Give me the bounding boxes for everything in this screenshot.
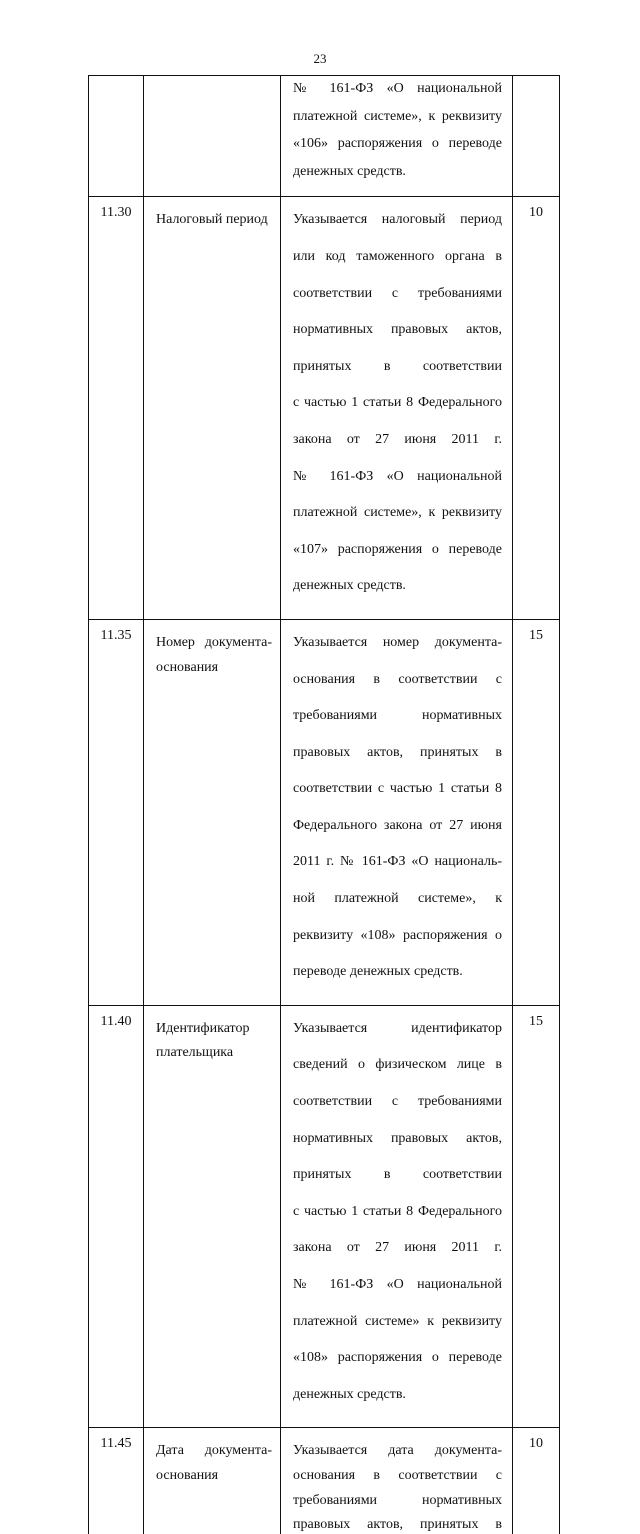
requisite-description-line: платежной системе», к реквизиту bbox=[293, 505, 502, 521]
requisite-description bbox=[281, 1006, 512, 1428]
requisites-table bbox=[88, 75, 560, 1534]
requisite-name-cell bbox=[144, 619, 281, 1005]
requisite-description bbox=[281, 197, 512, 619]
row-number-cell bbox=[89, 1428, 144, 1534]
requisite-description-line: с частью 1 статьи 8 Федерального bbox=[293, 1203, 502, 1219]
table-row bbox=[89, 197, 560, 620]
table-row bbox=[89, 1005, 560, 1428]
field-length-cell bbox=[513, 197, 560, 620]
requisite-name-line: Дата документа- bbox=[156, 1443, 272, 1459]
row-number-cell bbox=[89, 619, 144, 1005]
requisite-name-cell bbox=[144, 197, 281, 620]
requisite-description-line: «108» распоряжения о переводе bbox=[293, 1350, 502, 1366]
requisite-name bbox=[144, 1006, 280, 1062]
requisite-description-line: № 161-ФЗ «О национальной bbox=[293, 1277, 502, 1292]
requisite-description-cell bbox=[281, 1428, 513, 1534]
row-number-cell bbox=[89, 76, 144, 197]
requisite-description-line: платежной системе» к реквизиту bbox=[293, 1313, 502, 1329]
requisite-description-line: № 161-ФЗ «О национальной bbox=[293, 468, 502, 484]
requisite-description-line: закона от 27 июня 2011 г. bbox=[293, 1240, 502, 1256]
requisite-description-cell bbox=[281, 1005, 513, 1428]
requisite-description-line: Указывается дата документа- bbox=[293, 1443, 502, 1459]
requisite-description-line: соответствии с требованиями bbox=[293, 285, 502, 301]
requisite-description-line: с частью 1 статьи 8 Федерального bbox=[293, 395, 502, 411]
table-row bbox=[89, 76, 560, 197]
requisite-name-cell bbox=[144, 1005, 281, 1428]
requisite-description-line: Федерального закона от 27 июня bbox=[293, 817, 502, 833]
requisite-name-cell bbox=[144, 76, 281, 197]
row-number-cell bbox=[89, 197, 144, 620]
requisite-description-line: переводе денежных средств. bbox=[293, 964, 463, 980]
requisite-description-line: нормативных правовых актов, bbox=[293, 1130, 502, 1146]
requisite-description bbox=[281, 76, 512, 196]
requisite-description-line: нормативных правовых актов, bbox=[293, 322, 502, 338]
row-number bbox=[89, 76, 143, 83]
row-number: 11.30 bbox=[100, 205, 132, 221]
requisite-description-line: реквизиту «108» распоряжения о bbox=[293, 927, 502, 943]
requisite-name bbox=[144, 197, 280, 229]
requisite-description-line: сведений о физическом лице в bbox=[293, 1057, 502, 1073]
requisite-description-line: правовых актов, принятых в bbox=[293, 744, 502, 760]
requisite-name-line: основания bbox=[156, 659, 219, 675]
row-number: 11.40 bbox=[100, 1013, 132, 1029]
requisite-description-line: 2011 г. № 161-ФЗ «О националь- bbox=[293, 854, 502, 870]
field-length-cell bbox=[513, 76, 560, 197]
row-number: 11.45 bbox=[100, 1436, 132, 1452]
requisite-description-line: Указывается номер документа- bbox=[293, 634, 502, 650]
requisite-name-line: Номер документа- bbox=[156, 634, 272, 650]
requisite-description-line: ной платежной системе», к bbox=[293, 891, 502, 907]
requisite-description-line: Указывается налоговый период bbox=[293, 212, 502, 228]
table-row bbox=[89, 619, 560, 1005]
requisite-description-cell bbox=[281, 197, 513, 620]
requisite-description-line: принятых в соответствии bbox=[293, 1167, 502, 1183]
page-number: 23 bbox=[313, 51, 327, 66]
row-number-cell bbox=[89, 1005, 144, 1428]
requisite-name-cell bbox=[144, 1428, 281, 1534]
field-length-cell bbox=[513, 619, 560, 1005]
requisite-description-line: правовых актов, принятых в bbox=[293, 1517, 502, 1533]
requisite-name-line: Налоговый период bbox=[156, 212, 268, 228]
field-length: 15 bbox=[529, 1013, 543, 1029]
field-length-cell bbox=[513, 1428, 560, 1534]
requisite-name-line: Идентификатор bbox=[156, 1020, 250, 1036]
requisite-description-line: закона от 27 июня 2011 г. bbox=[293, 431, 502, 447]
requisite-description-line: денежных средств. bbox=[293, 163, 406, 179]
requisite-description-line: Указывается идентификатор bbox=[293, 1020, 502, 1036]
requisite-name-line: плательщика bbox=[156, 1045, 234, 1061]
requisite-description-line: или код таможенного органа в bbox=[293, 248, 502, 264]
field-length-cell bbox=[513, 1005, 560, 1428]
requisite-description-line: основания в соответствии с bbox=[293, 671, 502, 687]
requisite-description-line: принятых в соответствии bbox=[293, 358, 502, 374]
requisite-description-line: соответствии с требованиями bbox=[293, 1094, 502, 1110]
requisite-description-line: платежной системе», к реквизиту bbox=[293, 108, 502, 124]
requisite-description bbox=[281, 1428, 512, 1533]
requisite-description-line: требованиями нормативных bbox=[293, 708, 502, 724]
field-length: 10 bbox=[529, 1436, 543, 1452]
field-length: 10 bbox=[529, 205, 543, 221]
requisite-description-cell bbox=[281, 76, 513, 197]
requisite-description-line: № 161-ФЗ «О национальной bbox=[293, 81, 502, 96]
requisite-description bbox=[281, 620, 512, 1005]
requisite-description-line: денежных средств. bbox=[293, 578, 406, 594]
requisite-name bbox=[144, 620, 280, 676]
table-row bbox=[89, 1428, 560, 1534]
requisite-description-line: требованиями нормативных bbox=[293, 1492, 502, 1508]
requisite-name bbox=[144, 1428, 280, 1484]
field-length bbox=[513, 76, 559, 83]
requisite-description-line: «106» распоряжения о переводе bbox=[293, 136, 502, 152]
requisite-description-line: соответствии с частью 1 статьи 8 bbox=[293, 781, 502, 797]
requisite-name-line: основания bbox=[156, 1467, 219, 1483]
requisite-description-line: основания в соответствии с bbox=[293, 1467, 502, 1483]
row-number: 11.35 bbox=[100, 627, 132, 643]
field-length: 15 bbox=[529, 627, 543, 643]
requisite-description-line: «107» распоряжения о переводе bbox=[293, 541, 502, 557]
requisite-description-line: денежных средств. bbox=[293, 1386, 406, 1402]
requisite-description-cell bbox=[281, 619, 513, 1005]
requisite-name bbox=[144, 76, 280, 83]
